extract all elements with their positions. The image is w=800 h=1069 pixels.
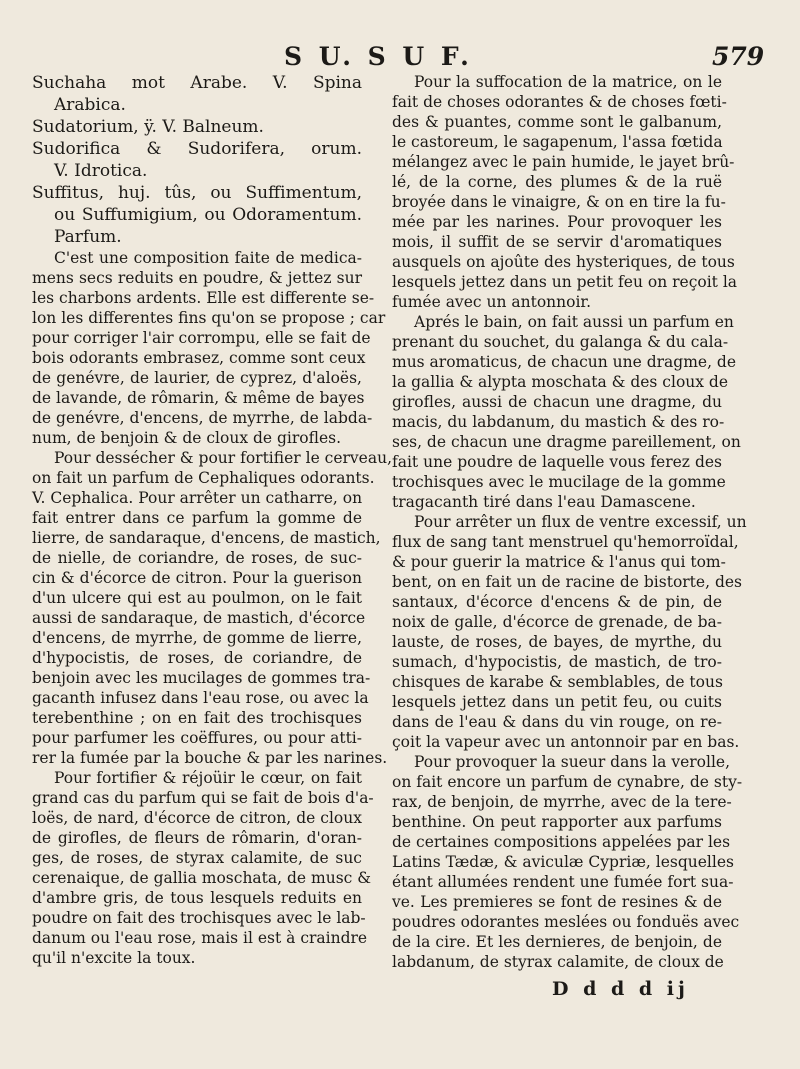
text-line: benthine. On peut rapporter aux parfums [392, 813, 722, 831]
text-line: girofles, aussi de chacun une dragme, du [392, 393, 722, 411]
text-line: Pour la suffocation de la matrice, on le [414, 73, 722, 91]
text-line: aussi de sandaraque, de mastich, d'écorce [32, 609, 366, 627]
text-line: terebenthine ; on en fait des trochisques [32, 709, 362, 727]
text-line: danum ou l'eau rose, mais il est à craindre [32, 929, 368, 947]
text-line: Sudatorium, ÿ. V. Balneum. [32, 117, 264, 137]
text-line: mois, il suffit de se servir d'aromatiques [392, 233, 722, 251]
text-line: Pour provoquer la sueur dans la verolle, [414, 753, 731, 771]
text-line: & pour guerir la matrice & l'anus qui tom- [392, 553, 726, 571]
left-column [32, 72, 393, 968]
text-line: d'un ulcere qui est au poulmon, on le fait [32, 589, 362, 607]
text-line: lesquels jettez dans un petit feu, ou cuits [392, 693, 722, 711]
running-title: S U. S U F. [284, 42, 473, 71]
text-line: de lavande, de rômarin, & même de bayes [32, 389, 365, 407]
text-line: lierre, de sandaraque, d'encens, de mastich, [32, 529, 381, 547]
text-line: cerenaique, de gallia moschata, de musc & [32, 869, 372, 887]
right-column [392, 72, 747, 972]
text-line: poudre on fait des trochisques avec le lab- [32, 909, 366, 927]
page-number: 579 [712, 42, 765, 71]
text-line: pour parfumer les coëffures, ou pour atti- [32, 729, 362, 747]
text-line: Suchaha mot Arabe. V. Spina [32, 73, 362, 93]
text-line: de certaines compositions appelées par les [392, 833, 731, 851]
text-line: loës, de nard, d'écorce de citron, de cloux [32, 809, 362, 827]
text-line: on fait un parfum de Cephaliques odorants. [32, 469, 375, 487]
text-line: flux de sang tant menstruel qu'hemorroïdal, [392, 533, 739, 551]
text-line: Pour fortifier & réjoüir le cœur, on fait [54, 769, 362, 787]
text-line: Aprés le bain, on fait aussi un parfum en [414, 313, 734, 331]
text-line: macis, du labdanum, du mastich & des ro- [392, 413, 725, 431]
text-line: bent, on en fait un de racine de bistorte, des [392, 573, 742, 591]
text-line: noix de galle, d'écorce de grenade, de ba- [392, 613, 722, 631]
text-line: les charbons ardents. Elle est differente se- [32, 289, 375, 307]
text-line: grand cas du parfum qui se fait de bois d'a- [32, 789, 374, 807]
text-line: ausquels on ajoûte des hysteriques, de tous [392, 253, 735, 271]
text-line: de genévre, d'encens, de myrrhe, de labda- [32, 409, 373, 427]
text-line: benjoin avec les mucilages de gommes tra- [32, 669, 371, 687]
text-line: de nielle, de coriandre, de roses, de suc- [32, 549, 362, 567]
text-line: on fait encore un parfum de cynabre, de sty- [392, 773, 743, 791]
text-line: num, de benjoin & de cloux de girofles. [32, 429, 342, 447]
text-line: fait une poudre de laquelle vous ferez des [392, 453, 722, 471]
text-line: lesquels jettez dans un petit feu on reçoit la [392, 273, 738, 291]
text-line: ges, de roses, de styrax calamite, de suc [32, 849, 362, 867]
text-line: broyée dans le vinaigre, & on en tire la fu- [392, 193, 726, 211]
text-line: lauste, de roses, de bayes, de myrthe, du [392, 633, 722, 651]
text-line: ve. Les premieres se font de resines & de [392, 893, 722, 911]
text-line: C'est une composition faite de medica- [54, 249, 362, 267]
text-line: de la cire. Et les dernieres, de benjoin, de [392, 933, 722, 951]
text-line: d'ambre gris, de tous lesquels reduits en [32, 889, 362, 907]
text-line: ses, de chacun une dragme pareillement, on [392, 433, 741, 451]
text-line: Latins Tædæ, & aviculæ Cypriæ, lesquelles [392, 853, 734, 871]
text-line: chisques de karabe & semblables, de tous [392, 673, 723, 691]
text-line: fait de choses odorantes & de choses fœti- [392, 93, 727, 111]
text-line: prenant du souchet, du galanga & du cala- [392, 333, 729, 351]
text-line: Pour arrêter un flux de ventre excessif, un [414, 513, 747, 531]
text-line: lé, de la corne, des plumes & de la ruë [392, 173, 722, 191]
text-line: ou Suffumigium, ou Odoramentum. [54, 205, 362, 225]
text-line: le castoreum, le sagapenum, l'assa fœtida [392, 133, 723, 151]
text-line: rax, de benjoin, de myrrhe, avec de la tere- [392, 793, 732, 811]
text-line: labdanum, de styrax calamite, de cloux de [392, 953, 724, 971]
text-line: pour corriger l'air corrompu, elle se fait de [32, 329, 371, 347]
text-line: V. Idrotica. [54, 161, 148, 181]
text-line: mée par les narines. Pour provoquer les [392, 213, 722, 231]
text-line: mélangez avec le pain humide, le jayet brû- [392, 153, 735, 171]
text-line: bois odorants embrasez, comme sont ceux [32, 349, 366, 367]
text-line: d'encens, de myrrhe, de gomme de lierre, [32, 629, 362, 647]
text-line: trochisques avec le mucilage de la gomme [392, 473, 726, 491]
text-line: Suffitus, huj. tûs, ou Suffimentum, [32, 183, 362, 203]
text-line: gacanth infusez dans l'eau rose, ou avec la [32, 689, 369, 707]
text-line: d'hypocistis, de roses, de coriandre, de [32, 649, 362, 667]
text-line: rer la fumée par la bouche & par les narines. [32, 749, 388, 767]
text-line: dans de l'eau & dans du vin rouge, on re- [392, 713, 722, 731]
text-line: la gallia & alypta moschata & des cloux de [392, 373, 729, 391]
text-line: sumach, d'hypocistis, de mastich, de tro- [392, 653, 722, 671]
text-line: santaux, d'écorce d'encens & de pin, de [392, 593, 722, 611]
text-line: çoit la vapeur avec un antonnoir par en bas. [392, 733, 740, 751]
text-line: lon les differentes fins qu'on se propose ; car [32, 309, 386, 327]
text-line: Parfum. [54, 227, 122, 247]
text-line: tragacanth tiré dans l'eau Damascene. [392, 493, 696, 511]
text-line: de genévre, de laurier, de cyprez, d'aloës, [32, 369, 362, 387]
text-line: mus aromaticus, de chacun une dragme, de [392, 353, 737, 371]
text-line: mens secs reduits en poudre, & jettez sur [32, 269, 362, 287]
text-line: poudres odorantes meslées ou fonduës avec [392, 913, 740, 931]
text-line: fumée avec un antonnoir. [392, 293, 592, 311]
text-line: des & puantes, comme sont le galbanum, [392, 113, 722, 131]
signature-mark: D d d d ij [552, 978, 689, 1000]
text-line: de girofles, de fleurs de rômarin, d'oran- [32, 829, 362, 847]
text-line: étant allumées rendent une fumée fort sua- [392, 873, 734, 891]
text-line: fait entrer dans ce parfum la gomme de [32, 509, 362, 527]
text-line: qu'il n'excite la toux. [32, 949, 196, 967]
text-line: Arabica. [54, 95, 126, 115]
text-line: cin & d'écorce de citron. Pour la guerison [32, 569, 362, 587]
text-line: Sudorifica & Sudorifera, orum. [32, 139, 362, 159]
text-line: Pour dessécher & pour fortifier le cerveau, [54, 449, 393, 467]
text-line: V. Cephalica. Pour arrêter un catharre, on [32, 489, 363, 507]
